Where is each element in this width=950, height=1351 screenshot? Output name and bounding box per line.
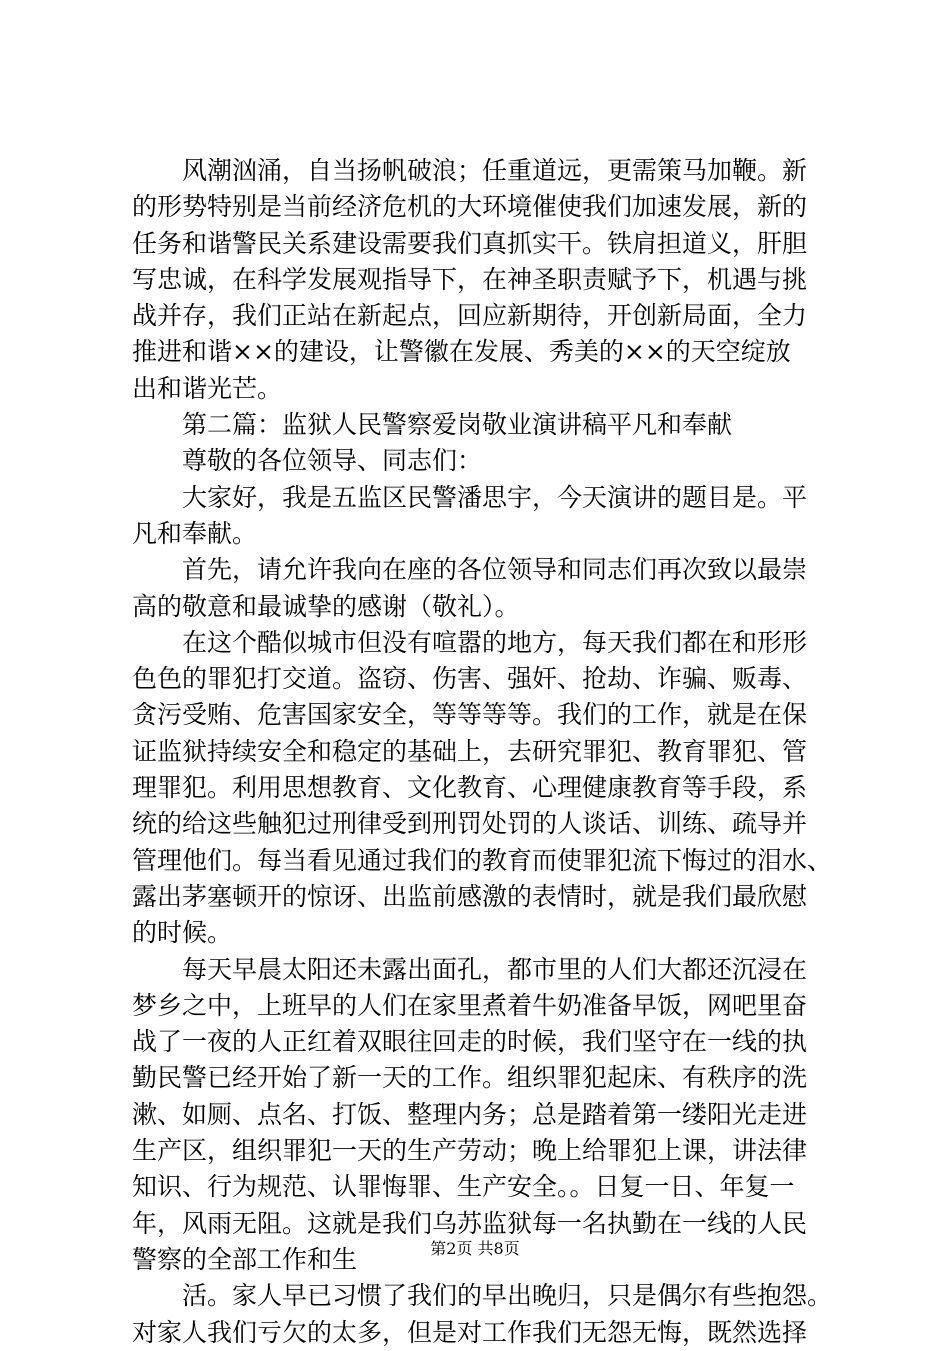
- text-line: 色色的罪犯打交道。盗窃、伤害、强奸、抢劫、诈骗、贩毒、: [132, 664, 808, 694]
- text-line: 高的敬意和最诚挚的感谢（敬礼）。: [132, 591, 520, 621]
- text-line: 每天早晨太阳还未露出面孔，都市里的人们大都还沉浸在: [182, 954, 808, 984]
- text-line: 写忠诚，在科学发展观指导下，在神圣职责赋予下，机遇与挑: [132, 264, 808, 294]
- text-line: 的形势特别是当前经济危机的大环境催使我们加速发展，新的: [132, 192, 808, 222]
- text-line: 第二篇：监狱人民警察爱岗敬业演讲稿平凡和奉献: [182, 410, 733, 440]
- text-line: 战并存，我们正站在新起点，回应新期待，开创新局面，全力: [132, 301, 808, 331]
- text-line: 风潮汹涌，自当扬帆破浪；任重道远，更需策马加鞭。新: [182, 156, 808, 185]
- text-line: 年，风雨无阻。这就是我们乌苏监狱每一名执勤在一线的人民: [132, 1208, 808, 1238]
- text-line: 任务和谐警民关系建设需要我们真抓实干。铁肩担道义，肝胆: [132, 228, 808, 258]
- text-line: 证监狱持续安全和稳定的基础上，去研究罪犯、教育罪犯、管: [132, 736, 808, 766]
- text-line: 知识、行为规范、认罪悔罪、生产安全。。日复一日、年复一: [132, 1172, 795, 1202]
- text-line: 大家好，我是五监区民警潘思宇，今天演讲的题目是。平: [182, 482, 808, 512]
- text-line: 对家人我们亏欠的太多，但是对工作我们无怨无悔，既然选择: [132, 1317, 808, 1347]
- text-line: 警察的全部工作和生: [132, 1244, 358, 1274]
- text-line: 首先，请允许我向在座的各位领导和同志们再次致以最崇: [182, 555, 808, 585]
- text-line: 在这个酷似城市但没有喧嚣的地方，每天我们都在和形形: [182, 627, 808, 657]
- text-line: 理罪犯。利用思想教育、文化教育、心理健康教育等手段，系: [132, 773, 808, 803]
- text-line: 尊敬的各位领导、同志们：: [182, 446, 483, 476]
- text-line: 管理他们。每当看见通过我们的教育而使罪犯流下悔过的泪水、: [132, 845, 833, 875]
- text-line: 活。家人早已习惯了我们的早出晚归，只是偶尔有些抱怨。: [182, 1281, 833, 1311]
- text-line: 贪污受贿、危害国家安全，等等等等。我们的工作，就是在保: [132, 700, 808, 730]
- document-body: [132, 153, 832, 1351]
- text-line: 梦乡之中，上班早的人们在家里煮着牛奶准备早饭，网吧里奋: [132, 990, 808, 1020]
- text-line: 出和谐光芒。: [132, 373, 283, 403]
- text-line: 凡和奉献。: [132, 518, 258, 548]
- text-line: 生产区，组织罪犯一天的生产劳动；晚上给罪犯上课，讲法律: [132, 1136, 808, 1166]
- text-line: 露出茅塞顿开的惊讶、出监前感激的表情时，就是我们最欣慰: [132, 881, 808, 911]
- text-line: 漱、如厕、点名、打饭、整理内务；总是踏着第一缕阳光走进: [132, 1099, 808, 1129]
- text-line: 的时候。: [132, 918, 233, 948]
- page-footer: 第2页 共8页: [430, 1239, 520, 1258]
- text-line: 统的给这些触犯过刑律受到刑罚处罚的人谈话、训练、疏导并: [132, 809, 808, 839]
- text-line: 推进和谐××的建设，让警徽在发展、秀美的××的天空绽放: [132, 337, 791, 367]
- text-line: 勤民警已经开始了新一天的工作。组织罪犯起床、有秩序的洗: [132, 1063, 808, 1093]
- text-line: 战了一夜的人正红着双眼往回走的时候，我们坚守在一线的执: [132, 1027, 808, 1057]
